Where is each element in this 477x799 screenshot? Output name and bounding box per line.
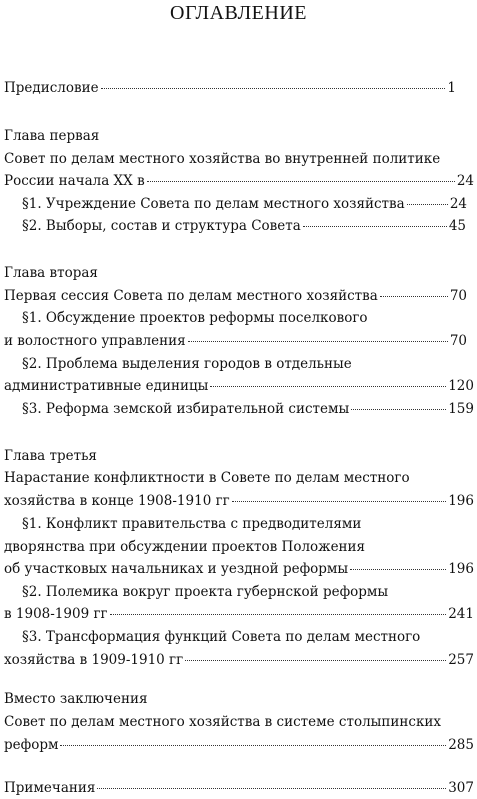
chapter-label: Глава вторая — [4, 265, 98, 281]
toc-entry-section — [4, 604, 474, 624]
toc-entry-title: Примечания — [4, 780, 96, 796]
toc-entry-section — [22, 216, 466, 236]
chapter-label: Глава первая — [4, 128, 100, 144]
toc-entry-page: 24 — [456, 173, 474, 189]
toc-entry-title: об участковых начальниках и уездной реформы — [4, 561, 349, 577]
toc-entry-page: 45 — [448, 218, 466, 234]
toc-entry-section — [22, 399, 474, 419]
toc-entry-title: административные единицы — [4, 378, 209, 394]
chapter-label: Вместо заключения — [4, 691, 148, 707]
section-title: дворянства при обсуждении проектов Положения — [4, 539, 366, 555]
toc-entry-title: хозяйства в 1909-1910 гг — [4, 652, 184, 668]
toc-entry-page: 120 — [448, 378, 474, 394]
toc-entry-page: 241 — [448, 606, 474, 622]
toc-entry-title: в 1908-1909 гг — [4, 606, 108, 622]
section-title: §2. Полемика вокруг проекта губернской реформы — [22, 584, 389, 600]
section-title: §1. Обсуждение проектов реформы поселкового — [22, 310, 368, 326]
toc-entry-page: 307 — [448, 780, 474, 796]
chapter-label: Глава третья — [4, 448, 97, 464]
toc-entry-page: 24 — [449, 196, 467, 212]
dot-leader — [351, 408, 446, 410]
section-title: §1. Конфликт правительства с предводителями — [22, 516, 362, 532]
dot-leader — [147, 180, 455, 182]
toc-entry-chapter-3 — [4, 491, 474, 511]
toc-entry-conclusion — [4, 735, 474, 755]
toc-entry-section — [4, 331, 467, 351]
toc-entry-page: 285 — [448, 737, 474, 753]
toc-entry-section — [4, 376, 474, 396]
toc-entry-page: 70 — [449, 333, 467, 349]
dot-leader — [232, 500, 447, 502]
dot-leader — [210, 385, 446, 387]
toc-entry-title: Первая сессия Совета по делам местного хозяйства — [4, 288, 378, 304]
dot-leader — [185, 659, 446, 661]
toc-entry-section — [22, 194, 467, 214]
dot-leader — [97, 787, 446, 789]
dot-leader — [303, 225, 447, 227]
toc-entry-chapter-1 — [4, 171, 474, 191]
dot-leader — [380, 295, 448, 297]
toc-entry-section — [4, 559, 474, 579]
section-title: §3. Трансформация функций Совета по делам местного — [22, 629, 421, 645]
dot-leader — [110, 613, 447, 615]
toc-entry-title: §2. Выборы, состав и структура Совета — [22, 218, 301, 234]
dot-leader — [350, 568, 446, 570]
chapter-title: Нарастание конфликтности в Совете по делам местного — [4, 470, 410, 486]
section-title: §2. Проблема выделения городов в отдельные — [22, 356, 352, 372]
dot-leader — [60, 744, 446, 746]
toc-entry-section — [4, 650, 474, 670]
toc-entry-page: 196 — [448, 493, 474, 509]
toc-entry-title: §1. Учреждение Совета по делам местного хозяйства — [22, 196, 405, 212]
toc-entry-title: России начала XX в — [4, 173, 145, 189]
dot-leader — [188, 340, 448, 342]
toc-entry-title: §3. Реформа земской избирательной системы — [22, 401, 350, 417]
toc-entry-title: и волостного управления — [4, 333, 186, 349]
toc-entry-page: 1 — [447, 80, 456, 96]
chapter-title: Совет по делам местного хозяйства в системе столыпинских — [4, 714, 441, 730]
dot-leader — [101, 87, 446, 89]
toc-entry-page: 196 — [448, 561, 474, 577]
chapter-title: Совет по делам местного хозяйства во внутренней политике — [4, 151, 441, 167]
toc-entry-chapter-2 — [4, 286, 467, 306]
toc-entry-page: 257 — [448, 652, 474, 668]
toc-entry-title: Предисловие — [4, 80, 99, 96]
toc-entry-notes — [4, 778, 474, 798]
page-title: ОГЛАВЛЕНИЕ — [170, 2, 307, 24]
dot-leader — [407, 203, 448, 205]
toc-entry-title: реформ — [4, 737, 59, 753]
toc-entry-title: хозяйства в конце 1908-1910 гг — [4, 493, 230, 509]
toc-entry-preface — [4, 78, 456, 98]
toc-entry-page: 70 — [449, 288, 467, 304]
toc-entry-page: 159 — [448, 401, 474, 417]
